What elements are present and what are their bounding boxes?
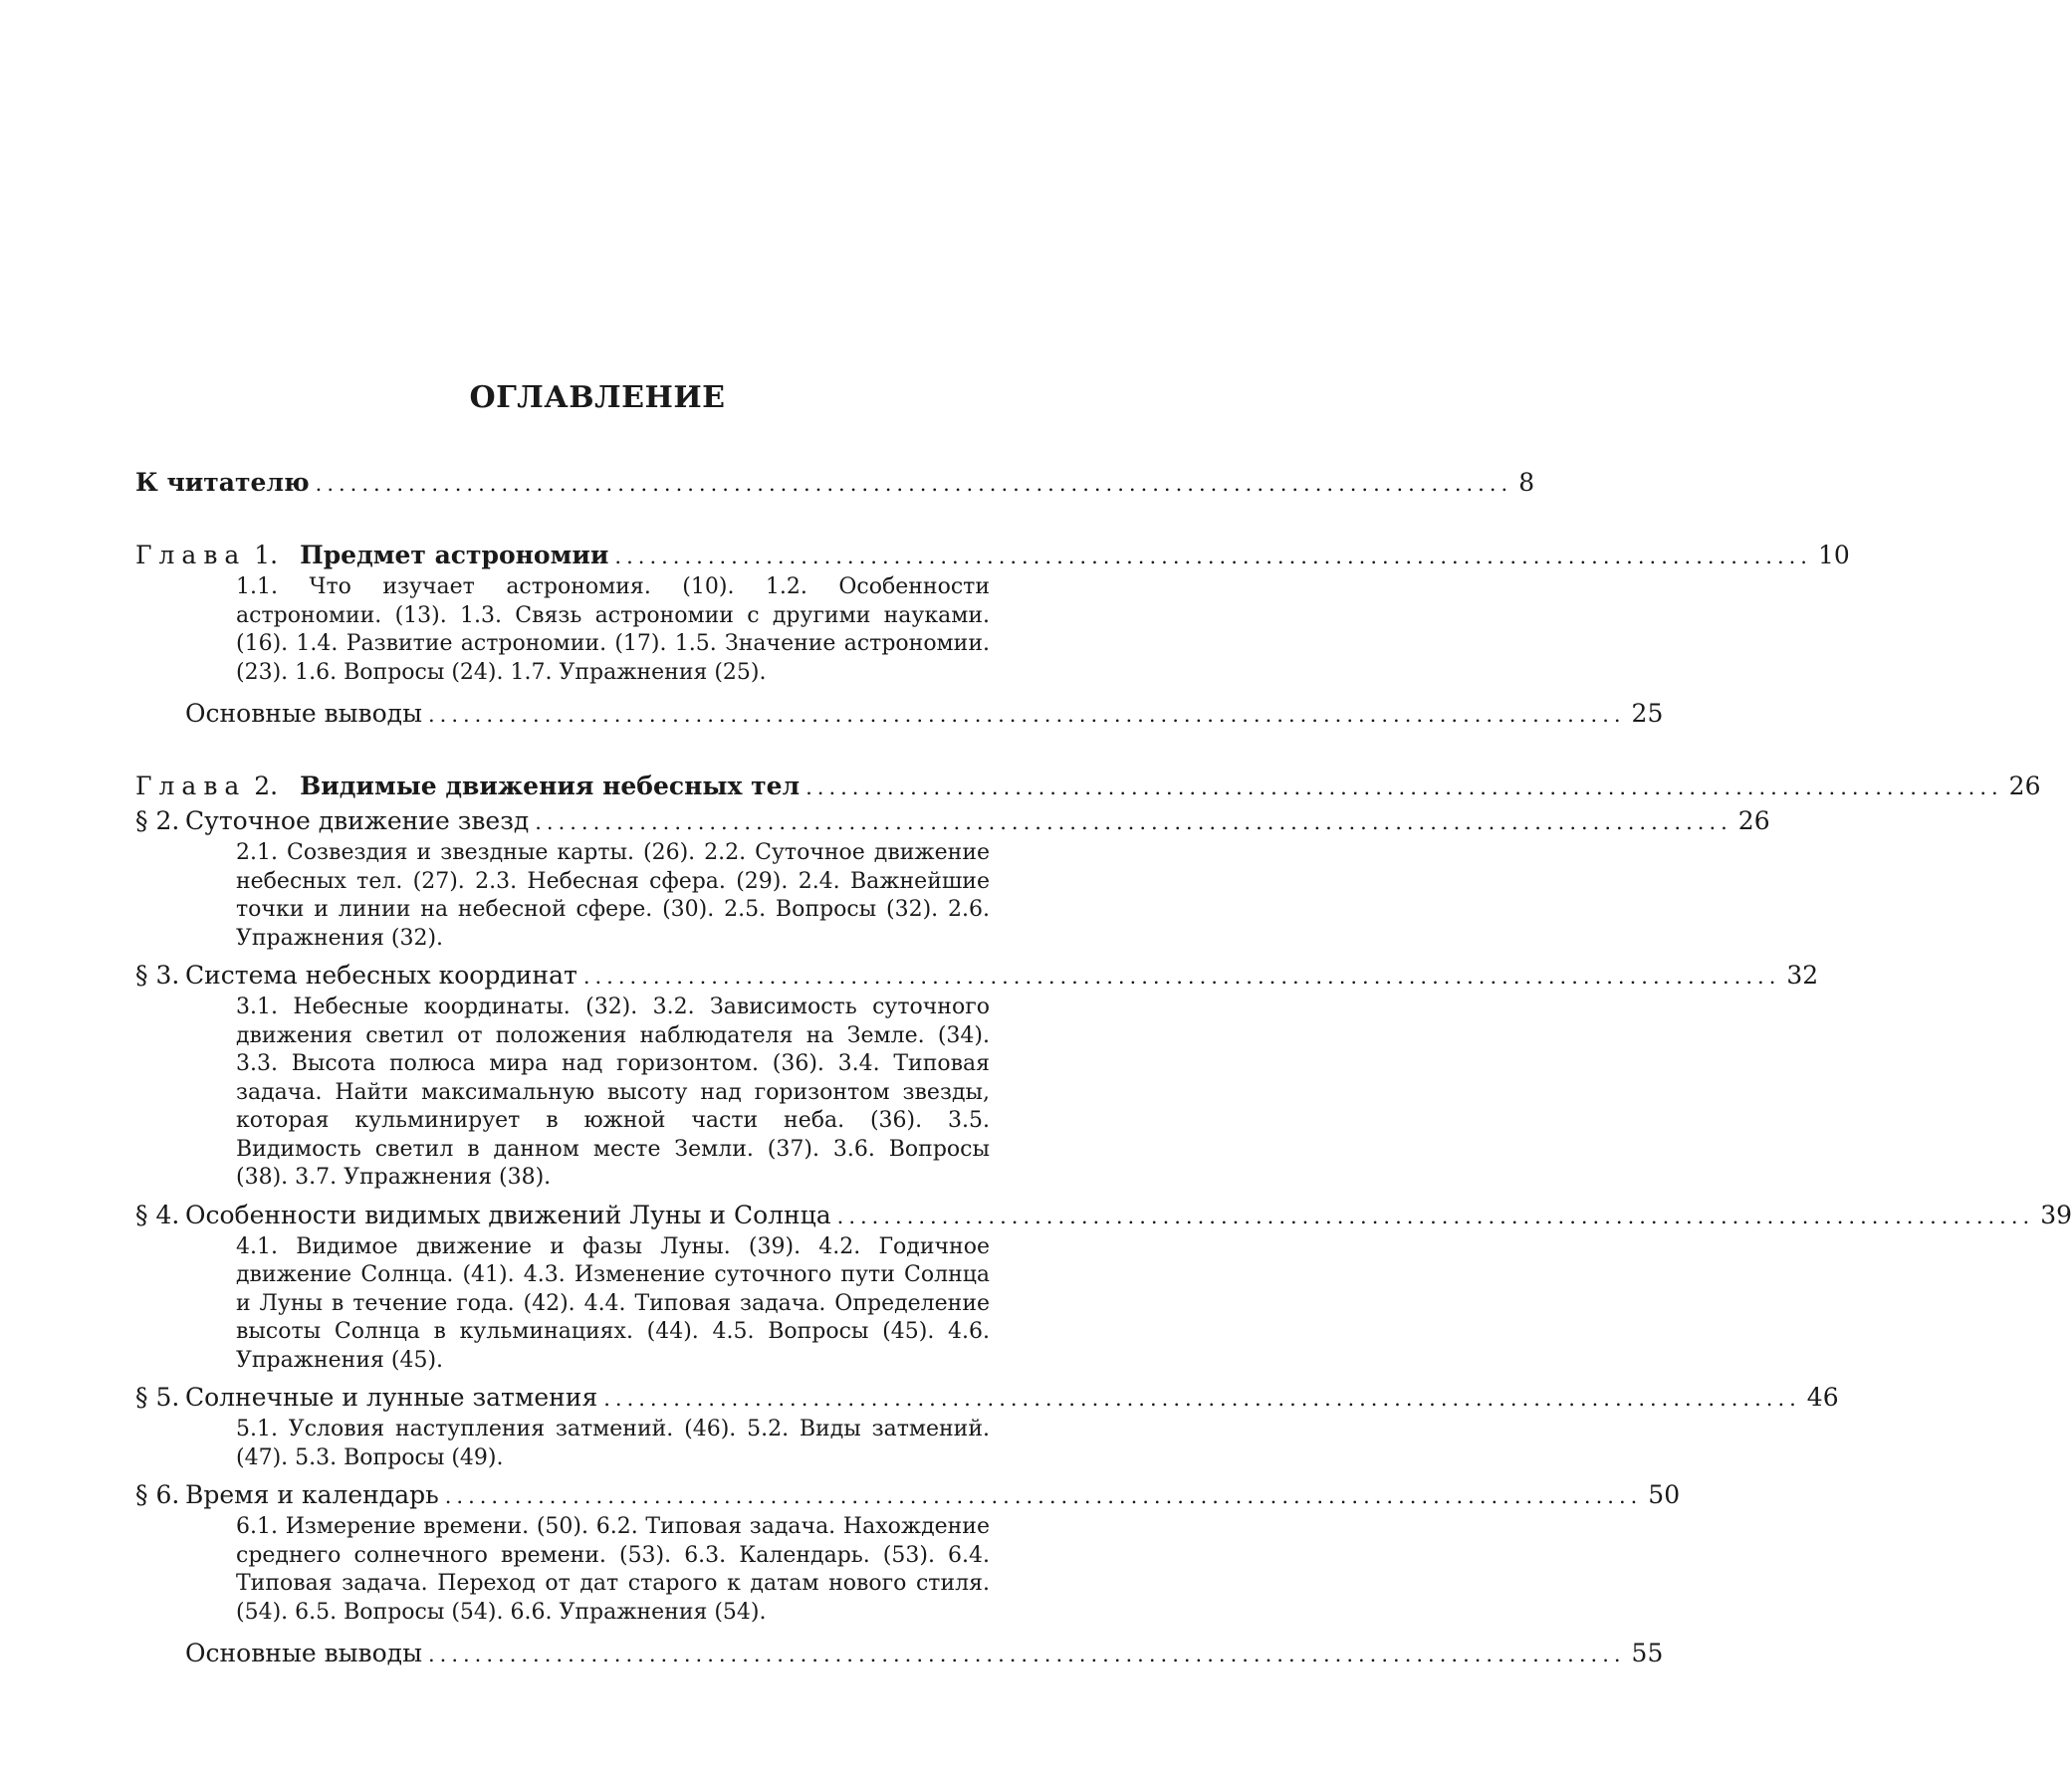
section-number: § 2.: [135, 806, 180, 835]
section-title: Время и календарь: [185, 1480, 439, 1509]
toc-entry-summary[interactable]: [135, 697, 1664, 732]
section-subitems: 2.1. Созвездия и звездные карты. (26). 2.2. Суточное движение небесных тел. (27). 2.3. Небесная сфера. (29). 2.4. Важнейшие точки и линии на небесной сфере. (30). 2.5. Вопросы (32). 2.6. Упражнения (32).: [236, 840, 990, 951]
chapter-prefix: Глава: [135, 772, 247, 800]
leader-dots: .......................................................................................................: [614, 545, 1812, 568]
toc-entry-section-2[interactable]: [135, 804, 1770, 839]
leader-dots: .......................................................................................................: [806, 775, 2003, 799]
leader-dots: .......................................................................................................: [315, 472, 1513, 496]
toc-entry-label: Основные выводы: [185, 1639, 422, 1667]
toc-page-number: 55: [1631, 1639, 1664, 1667]
toc-page-number: 32: [1786, 961, 1819, 990]
chapter-title: Видимые движения небесных тел: [300, 772, 801, 800]
chapter-prefix: Глава: [135, 541, 247, 569]
section-title: Особенности видимых движений Луны и Солнца: [185, 1200, 831, 1229]
chapter-title: Предмет астрономии: [300, 541, 609, 569]
section-number: § 5.: [135, 1383, 180, 1412]
section-title: Система небесных координат: [185, 961, 577, 990]
toc-entry-label: К читателю: [135, 468, 310, 497]
section-subitems: 5.1. Условия наступления затмений. (46). 5.2. Виды затмений. (47). 5.3. Вопросы (49).: [236, 1417, 990, 1470]
toc-page-number: 46: [1806, 1383, 1839, 1412]
leader-dots: .......................................................................................................: [444, 1484, 1643, 1508]
toc-entry-section-6[interactable]: [135, 1478, 1681, 1513]
toc-entry-section-3[interactable]: [135, 959, 1819, 994]
page-title: ОГЛАВЛЕНИЕ: [469, 380, 726, 415]
toc-page-number: 39: [2040, 1200, 2072, 1229]
toc-entry-section-5[interactable]: [135, 1381, 1839, 1416]
leader-dots: .......................................................................................................: [582, 965, 1781, 989]
leader-dots: .......................................................................................................: [836, 1204, 2035, 1228]
section-number: § 4.: [135, 1200, 180, 1229]
toc-page-number: 8: [1518, 468, 1535, 497]
chapter-subitems: 1.1. Что изучает астрономия. (10). 1.2. Особенности астрономии. (13). 1.3. Связь астрономии с другими науками. (16). 1.4. Развитие астрономии. (17). 1.5. Значение астрономии. (23). 1.6. Вопросы (24). 1.7. Упражнения (25).: [236, 574, 990, 685]
section-subitems: 3.1. Небесные координаты. (32). 3.2. Зависимость суточного движения светил от положения наблюдателя на Земле. (34). 3.3. Высота полюса мира над горизонтом. (36). 3.4. Типовая задача. Найти максимальную высоту над горизонтом звезды, которая кульминирует в южной части неба. (36). 3.5. Видимость светил в данном месте Земли. (37). 3.6. Вопросы (38). 3.7. Упражнения (38).: [236, 995, 990, 1190]
toc-entry-section-4[interactable]: [135, 1199, 2072, 1233]
leader-dots: .......................................................................................................: [603, 1387, 1801, 1411]
section-title: Суточное движение звезд: [185, 806, 530, 835]
toc-entry-label: Основные выводы: [185, 699, 422, 728]
toc-entry-chapter-1[interactable]: [135, 539, 1850, 573]
chapter-number: 1.: [254, 541, 279, 569]
chapter-number: 2.: [254, 772, 279, 800]
leader-dots: .......................................................................................................: [427, 1643, 1626, 1666]
toc-entry-summary[interactable]: [135, 1637, 1664, 1671]
section-subitems: 6.1. Измерение времени. (50). 6.2. Типовая задача. Нахождение среднего солнечного времени. (53). 6.3. Календарь. (53). 6.4. Типовая задача. Переход от дат старого к датам нового стиля. (54). 6.5. Вопросы (54). 6.6. Упражнения (54).: [236, 1514, 990, 1625]
leader-dots: .......................................................................................................: [427, 703, 1626, 727]
section-title: Солнечные и лунные затмения: [185, 1383, 598, 1412]
table-of-contents: [135, 466, 2072, 1671]
toc-page-number: 50: [1648, 1480, 1681, 1509]
toc-entry-intro[interactable]: [135, 466, 1535, 501]
toc-page-number: 25: [1631, 699, 1664, 728]
toc-page-number: 10: [1817, 541, 1850, 569]
toc-page-number: 26: [2008, 772, 2041, 800]
section-subitems: 4.1. Видимое движение и фазы Луны. (39). 4.2. Годичное движение Солнца. (41). 4.3. Изменение суточного пути Солнца и Луны в течение года. (42). 4.4. Типовая задача. Определение высоты Солнца в кульминациях. (44). 4.5. Вопросы (45). 4.6. Упражнения (45).: [236, 1233, 990, 1373]
section-number: § 3.: [135, 961, 180, 990]
toc-entry-chapter-2[interactable]: [135, 770, 2041, 804]
section-number: § 6.: [135, 1480, 180, 1509]
leader-dots: .......................................................................................................: [535, 810, 1732, 834]
toc-page-number: 26: [1737, 806, 1770, 835]
